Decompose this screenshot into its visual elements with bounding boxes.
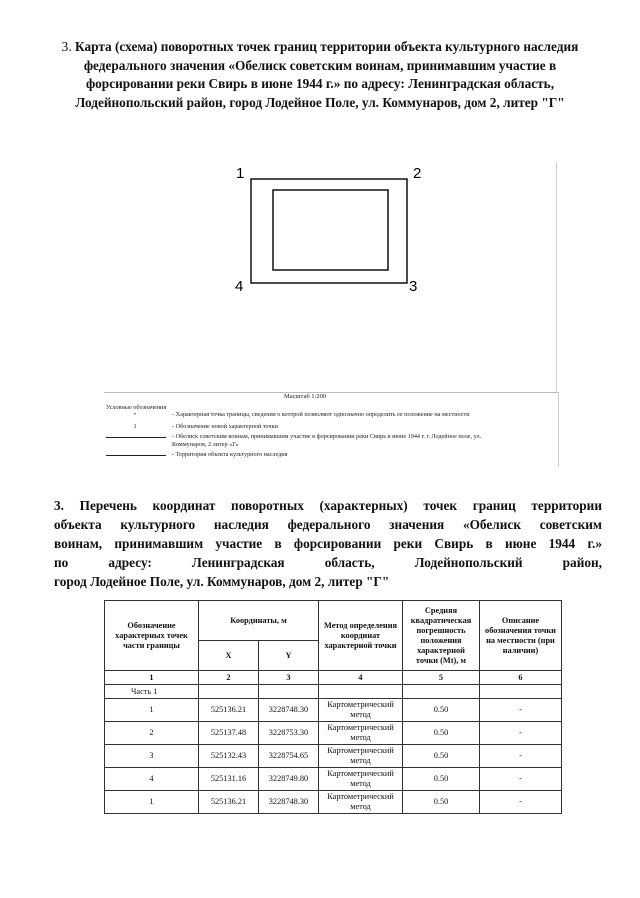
legend-right-rule xyxy=(558,392,559,467)
point-label-3: 3 xyxy=(409,278,418,295)
map-frame-right-line xyxy=(556,163,557,393)
map-legend xyxy=(104,393,559,468)
coordinates-table xyxy=(104,600,562,814)
list-heading-line-2: объекта культурного наследия федерального значения «Обелиск советским xyxy=(54,517,602,532)
point-label-2: 2 xyxy=(413,165,422,182)
cell-description: - xyxy=(480,699,562,722)
cell-error: 0.50 xyxy=(403,791,480,814)
cell-description: - xyxy=(480,722,562,745)
header-y: Y xyxy=(259,641,319,671)
obelisk-outline xyxy=(273,190,388,270)
list-heading-line-3: воинам, принимавшим участие в форсировании реки Свирь в июне 1944 г.» xyxy=(54,536,602,551)
map-heading-text: Карта (схема) поворотных точек границ территории объекта культурного наследия федерального значения «Обелиск советским воинам, принимавшим участие в форсировании реки Свирь в июне 1944 г.» по адресу: Ленинградская область, Лодейнопольский район, город Лодейное Поле, ул. Коммунаров, дом 2, литер "Г" xyxy=(74,39,579,110)
list-heading-line-5: город Лодейное Поле, ул. Коммунаров, дом 2, литер "Г" xyxy=(54,574,390,589)
cell-y: 3228753.30 xyxy=(259,722,319,745)
point-label-1: 1 xyxy=(236,165,245,182)
legend-point-symbol: • xyxy=(133,411,137,418)
col-number-1: 1 xyxy=(105,671,199,685)
table-row xyxy=(105,699,562,722)
col-number-4: 4 xyxy=(319,671,403,685)
point-label-4: 4 xyxy=(235,278,244,295)
legend-item-point: - Характерная точка границы, сведения о которой позволяют однозначно определить ее положение на местности xyxy=(172,411,470,418)
coordinates-list-heading xyxy=(54,496,602,591)
header-designation: Обозначение характерных точек части границы xyxy=(105,601,199,671)
header-method: Метод определения координат характерной точки xyxy=(319,601,403,671)
legend-item-obelisk-cont: Коммунаров, 2 литер «Г» xyxy=(172,441,239,448)
cell-y: 3228748.30 xyxy=(259,791,319,814)
cell-description: - xyxy=(480,768,562,791)
legend-label-symbol: 1 xyxy=(133,423,137,430)
cell-method: Картометрический метод xyxy=(319,699,403,722)
cell-point: 3 xyxy=(105,745,199,768)
cell-description: - xyxy=(480,791,562,814)
legend-title: Условные обозначения xyxy=(106,404,167,411)
list-heading-line-4: по адресу: Ленинградская область, Лодейнопольский район, xyxy=(54,555,602,570)
table-row xyxy=(105,745,562,768)
cell-y: 3228749.80 xyxy=(259,768,319,791)
cell-method: Картометрический метод xyxy=(319,768,403,791)
cell-method: Картометрический метод xyxy=(319,791,403,814)
legend-item-new-point: - Обозначение новой характерной точки xyxy=(172,423,278,430)
cell-x: 525131.16 xyxy=(199,768,259,791)
cell-method: Картометрический метод xyxy=(319,745,403,768)
cell-error: 0.50 xyxy=(403,722,480,745)
legend-obelisk-line xyxy=(106,437,166,438)
col-number-2: 2 xyxy=(199,671,259,685)
col-number-6: 6 xyxy=(480,671,562,685)
map-heading xyxy=(50,38,590,112)
cell-point: 1 xyxy=(105,791,199,814)
cell-description: - xyxy=(480,745,562,768)
cell-x: 525137.48 xyxy=(199,722,259,745)
col-number-5: 5 xyxy=(403,671,480,685)
cell-y: 3228748.30 xyxy=(259,699,319,722)
cell-x: 525132.43 xyxy=(199,745,259,768)
col-number-3: 3 xyxy=(259,671,319,685)
legend-item-obelisk: - Обелиск советским воинам, принимавшим участие в форсировании реки Свирь в июне 1944 г. г. Лодейное поле, ул. xyxy=(172,433,482,440)
legend-item-territory: - Территория объекта культурного наследия xyxy=(172,451,288,458)
territory-boundary xyxy=(251,179,407,283)
cell-x: 525136.21 xyxy=(199,699,259,722)
cell-point: 1 xyxy=(105,699,199,722)
legend-top-rule xyxy=(104,392,559,393)
header-error: Средняя квадратическая погрешность положения характерной точки (Mt), м xyxy=(403,601,480,671)
list-heading-line-1: 3. Перечень координат поворотных (характерных) точек границ территории xyxy=(54,498,602,513)
cell-y: 3228754.65 xyxy=(259,745,319,768)
cell-method: Картометрический метод xyxy=(319,722,403,745)
cell-point: 4 xyxy=(105,768,199,791)
map-scale: Масштаб 1:200 xyxy=(284,393,327,400)
cell-error: 0.50 xyxy=(403,699,480,722)
table-row xyxy=(105,768,562,791)
part-label: Часть 1 xyxy=(105,685,199,699)
map-heading-number: 3. xyxy=(61,39,72,54)
cell-error: 0.50 xyxy=(403,745,480,768)
table-row xyxy=(105,791,562,814)
cell-error: 0.50 xyxy=(403,768,480,791)
cell-x: 525136.21 xyxy=(199,791,259,814)
header-coordinates: Координаты, м xyxy=(199,601,319,641)
table-row xyxy=(105,722,562,745)
header-description: Описание обозначения точки на местности (при наличии) xyxy=(480,601,562,671)
cell-point: 2 xyxy=(105,722,199,745)
legend-territory-line xyxy=(106,455,166,456)
header-x: X xyxy=(199,641,259,671)
